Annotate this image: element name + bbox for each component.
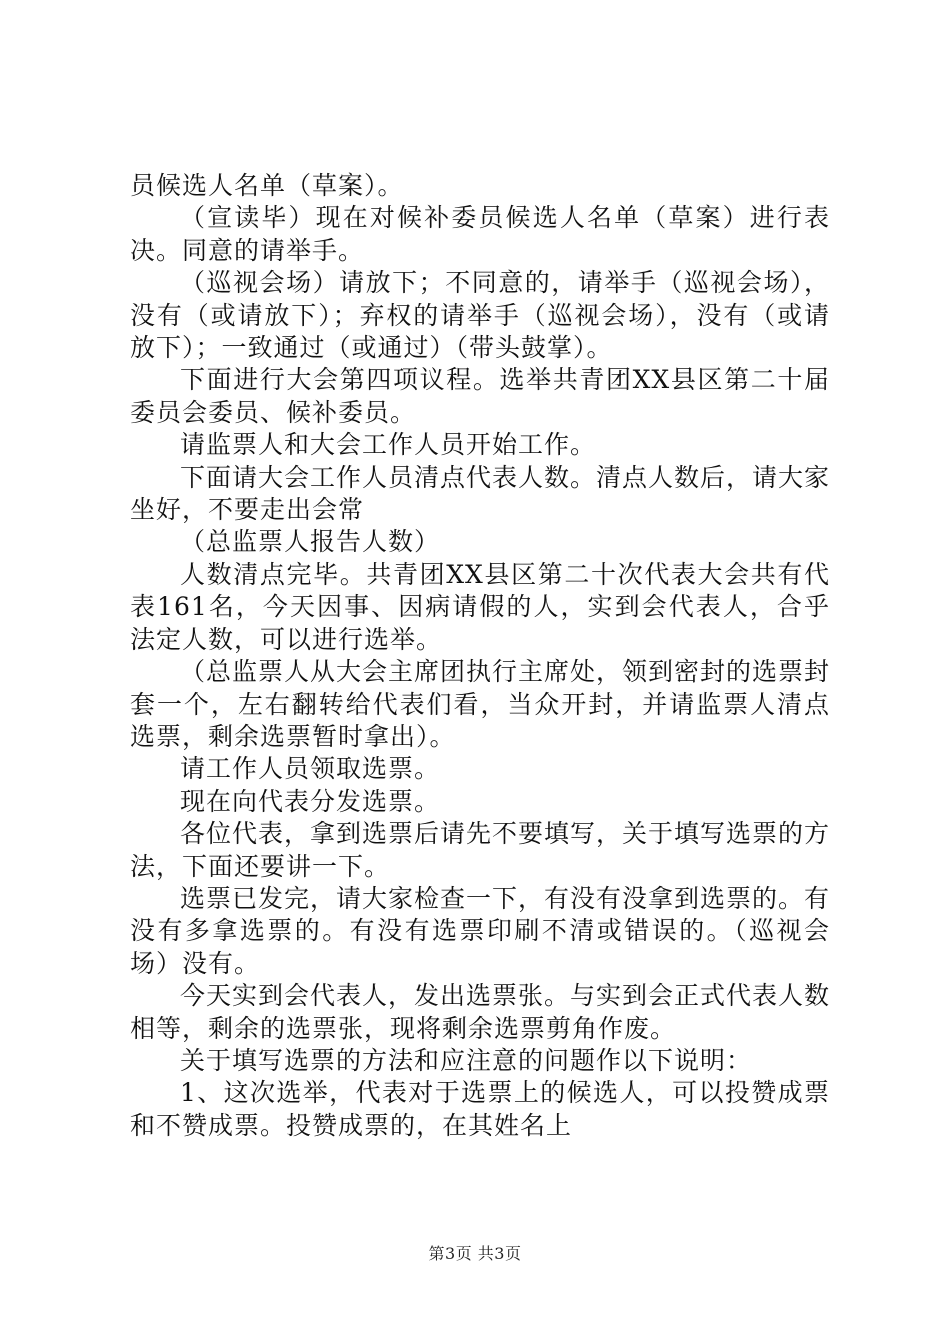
paragraph-continuation: 员候选人名单（草案）。	[130, 171, 404, 200]
paragraph: 现在向代表分发选票。	[180, 786, 441, 816]
paragraph: 关于填写选票的方法和应注意的问题作以下说明：	[180, 1045, 753, 1075]
paragraph: （总监票人报告人数）	[180, 527, 441, 557]
paragraph: （宣读毕）现在对候补委员候选人名单（草案）进行表决。同意的请举手。	[130, 203, 830, 265]
paragraph: （巡视会场）请放下；不同意的，请举手（巡视会场），没有（或请放下）；弃权的请举手（巡视会场），没有（或请放下）；一致通过（或通过）（带头鼓掌）。	[130, 268, 830, 363]
page-footer	[0, 1244, 950, 1264]
paragraph: （总监票人从大会主席团执行主席处，领到密封的选票封套一个，左右翻转给代表们看，当众开封，并请监票人清点选票，剩余选票暂时拿出）。	[130, 657, 831, 751]
paragraph: 1、这次选举，代表对于选票上的候选人，可以投赞成票和不赞成票。投赞成票的，在其姓名上	[130, 1078, 830, 1140]
document-body	[130, 170, 830, 1142]
paragraph: 各位代表，拿到选票后请先不要填写，关于填写选票的方法，下面还要讲一下。	[130, 819, 831, 881]
paragraph: 人数清点完毕。共青团XX县区第二十次代表大会共有代表161名，今天因事、因病请假的人，实到会代表人，合乎法定人数，可以进行选举。	[130, 559, 830, 654]
paragraph: 今天实到会代表人，发出选票张。与实到会正式代表人数相等，剩余的选票张，现将剩余选票剪角作废。	[130, 981, 831, 1043]
page-number: 第3页 共3页	[428, 1244, 522, 1263]
paragraph: 选票已发完，请大家检查一下，有没有没拿到选票的。有没有多拿选票的。有没有选票印刷不清或错误的。（巡视会场）没有。	[130, 883, 831, 978]
paragraph: 请监票人和大会工作人员开始工作。	[180, 430, 597, 460]
paragraph: 请工作人员领取选票。	[180, 754, 441, 784]
paragraph: 下面进行大会第四项议程。选举共青团XX县区第二十届委员会委员、候补委员。	[130, 365, 830, 427]
paragraph: 下面请大会工作人员清点代表人数。清点人数后，请大家坐好，不要走出会常	[130, 462, 831, 525]
